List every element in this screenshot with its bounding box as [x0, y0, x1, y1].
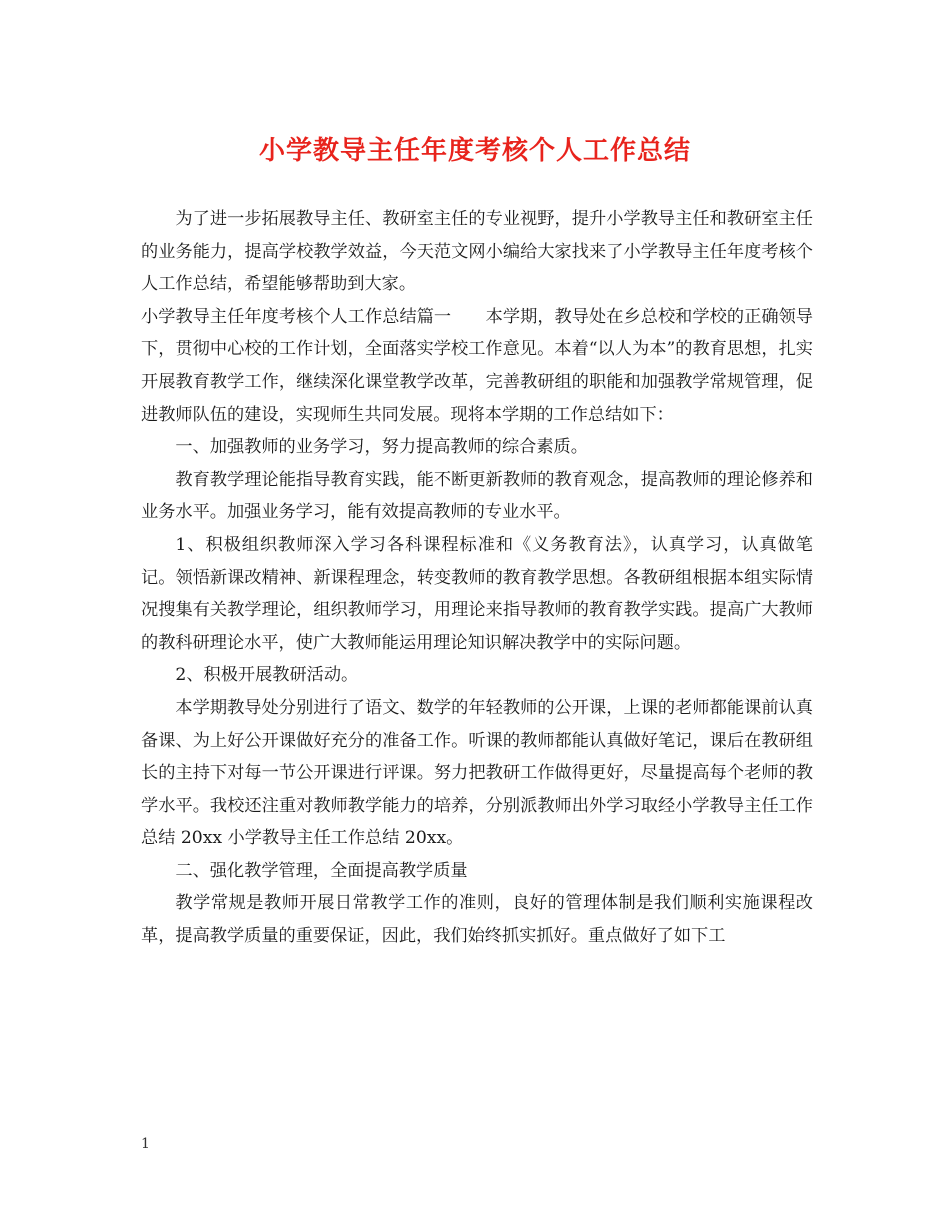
document-title: 小学教导主任年度考核个人工作总结 — [258, 136, 691, 166]
paragraph: 教育教学理论能指导教育实践，能不断更新教师的教育观念，提高教师的理论修养和业务水平。加强业务学习，能有效提高教师的专业水平。 — [141, 469, 813, 523]
paragraph: 小学教导主任年度考核个人工作总结篇一 本学期，教导处在乡总校和学校的正确领导下，贯彻中心校的工作计划，全面落实学校工作意见。本着“以人为本”的教育思想，扎实开展教育教学工作，继续深化课堂教学改革，完善教研组的职能和加强教学常规管理，促进教师队伍的建设，实现师生共同发展。现将本学期的工作总结如下： — [141, 306, 813, 425]
section-heading: 一、加强教师的业务学习，努力提高教师的综合素质。 — [175, 437, 588, 458]
sub-heading: 2、积极开展教研活动。 — [175, 665, 359, 686]
document-body — [141, 203, 813, 953]
paragraph: 为了进一步拓展教导主任、教研室主任的专业视野，提升小学教导主任和教研室主任的业务能力，提高学校教学效益，今天范文网小编给大家找来了小学教导主任年度考核个人工作总结，希望能够帮助到大家。 — [141, 209, 813, 295]
page-number: 1 — [141, 1136, 150, 1152]
paragraph: 本学期教导处分别进行了语文、数学的年轻教师的公开课，上课的老师都能课前认真备课、为上好公开课做好充分的准备工作。听课的教师都能认真做好笔记，课后在教研组长的主持下对每一节公开课进行评课。努力把教研工作做得更好，尽量提高每个老师的教学水平。我校还注重对教师教学能力的培养，分别派教师出外学习取经小学教导主任工作总结 20xx 小学教导主任工作总结 20xx。 — [141, 697, 813, 849]
section-heading: 二、强化教学管理，全面提高教学质量 — [175, 860, 468, 881]
paragraph: 教学常规是教师开展日常教学工作的准则，良好的管理体制是我们顺利实施课程改革，提高教学质量的重要保证，因此，我们始终抓实抓好。重点做好了如下工 — [141, 893, 813, 947]
paragraph: 1、积极组织教师深入学习各科课程标准和《义务教育法》，认真学习，认真做笔记。领悟新课改精神、新课程理念，转变教师的教育教学思想。各教研组根据本组实际情况搜集有关教学理论，组织教师学习，用理论来指导教师的教育教学实践。提高广大教师的教科研理论水平，使广大教师能运用理论知识解决教学中的实际问题。 — [141, 534, 813, 653]
